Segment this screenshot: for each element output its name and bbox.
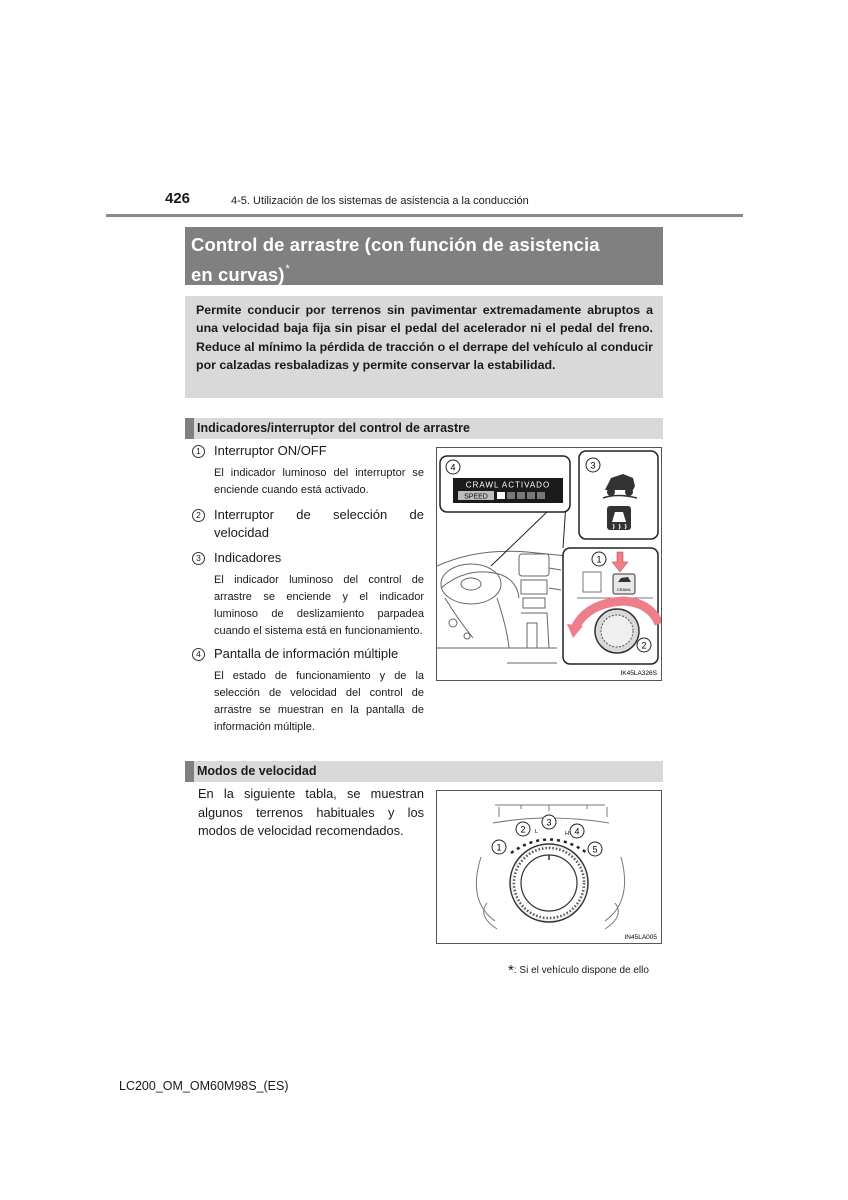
item-description: El indicador luminoso del control de arrastre se enciende y el indicador luminoso de deslizamiento parpadea cuando el sistema está en funcionamiento. <box>214 574 424 637</box>
item-head <box>192 506 424 542</box>
crawl-button-label: CRAWL <box>616 587 632 592</box>
item-4 <box>192 645 424 736</box>
title-line-2: en curvas) <box>191 264 285 285</box>
item-number: 3 <box>192 552 205 565</box>
item-head <box>192 442 424 460</box>
footnote <box>508 962 649 979</box>
item-title: Interruptor ON/OFF <box>214 443 327 458</box>
title-line-1: Control de arrastre (con función de asistencia <box>191 234 600 255</box>
footnote-text: : Si el vehículo dispone de ello <box>513 965 649 976</box>
item-title: Indicadores <box>214 550 282 565</box>
dial-mark-h: H <box>565 831 569 837</box>
title-bar <box>185 227 663 285</box>
section-heading-speed-modes: Modos de velocidad <box>185 761 663 782</box>
page-number: 426 <box>165 190 191 207</box>
item-description: El indicador luminoso del interruptor se enciende cuando está activado. <box>214 467 424 496</box>
speed-callout-4-label: 4 <box>574 826 580 837</box>
section-heading-indicators: Indicadores/interruptor del control de arrastre <box>185 418 663 439</box>
item-title: Interruptor de selección de velocidad <box>214 507 424 540</box>
speed-selector-illustration <box>437 791 661 943</box>
speed-figure-code: IN45LA005 <box>624 934 657 941</box>
speed-level-bars <box>497 492 545 499</box>
item-description: El estado de funcionamiento y de la selección de velocidad del control de arrastre se muestran en la pantalla de información múltiple. <box>214 670 424 733</box>
item-number: 4 <box>192 648 205 661</box>
figure-code: IK45LA326S <box>620 670 657 677</box>
display-speed-text: SPEED <box>464 493 488 501</box>
item-2 <box>192 506 424 542</box>
crawl-control-illustration <box>437 448 661 680</box>
callout-3-label: 3 <box>590 460 596 471</box>
item-number: 2 <box>192 509 205 522</box>
item-head <box>192 549 424 567</box>
footnote-star: * <box>508 962 514 979</box>
item-head <box>192 645 424 663</box>
speed-callout-1-label: 1 <box>496 842 502 853</box>
speed-selector-figure <box>436 790 662 944</box>
item-3 <box>192 549 424 640</box>
title-line-2-wrap <box>191 257 657 287</box>
crawl-control-figure <box>436 447 662 681</box>
callout-2-label: 2 <box>641 640 647 651</box>
speed-dial-knob <box>521 855 577 911</box>
item-1 <box>192 442 424 499</box>
slip-indicator-icon <box>607 506 631 530</box>
item-title: Pantalla de información múltiple <box>214 646 399 661</box>
dial-knurling <box>601 615 633 647</box>
speed-callout-2-label: 2 <box>520 824 526 835</box>
title-mark: * <box>285 263 290 275</box>
display-crawl-text: CRAWL ACTIVADO <box>465 480 551 490</box>
speed-modes-text: En la siguiente tabla, se muestran algunos terrenos habituales y los modos de velocidad recomendados. <box>198 786 424 838</box>
indicator-items <box>192 442 424 736</box>
dial-mark-l: L <box>535 829 539 835</box>
document-code: LC200_OM_OM60M98S_(ES) <box>119 1079 289 1093</box>
speed-callout-5-label: 5 <box>592 844 598 855</box>
speed-callout-3-label: 3 <box>546 817 552 828</box>
callout-1-label: 1 <box>596 554 602 565</box>
intro-text: Permite conducir por terrenos sin pavimentar extremadamente abruptos a una velocidad baja fija sin pisar el pedal del acelerador ni el pedal del freno. Reduce al mínimo la pérdida de tracción o el derrape del vehículo al conducir por calzadas resbaladizas y permite conservar la estabilidad. <box>196 303 653 372</box>
header-rule <box>106 214 743 217</box>
item-number: 1 <box>192 445 205 458</box>
chapter-title: 4-5. Utilización de los sistemas de asistencia a la conducción <box>231 195 529 207</box>
callout-4-label: 4 <box>450 462 456 473</box>
intro-box <box>185 296 663 398</box>
